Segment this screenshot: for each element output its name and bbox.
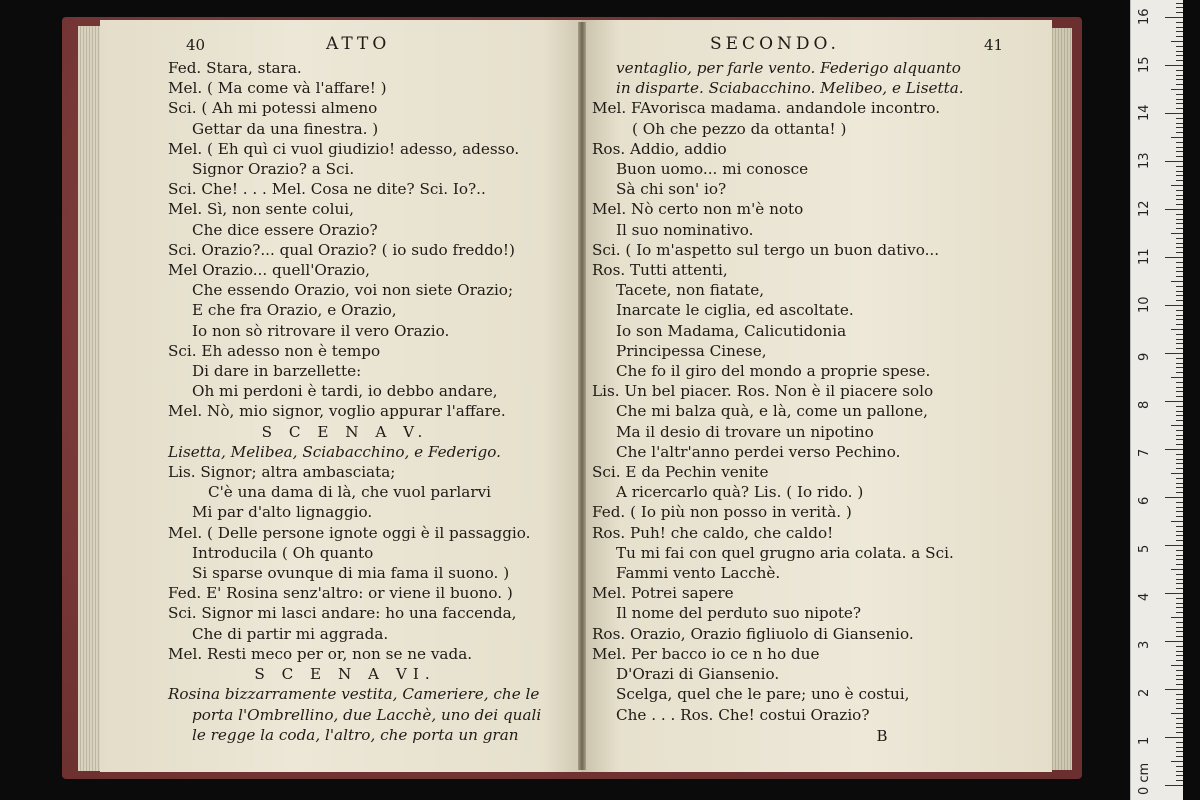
book-gutter [578, 22, 586, 770]
text-line: ( Oh che pezzo da ottanta! ) [632, 119, 847, 138]
ruler-number: 3 [1137, 640, 1152, 649]
text-line: Tu mi fai con quel grugno aria colata. a Sci. [616, 543, 954, 562]
ruler-tick [1176, 3, 1183, 4]
measuring-ruler [1130, 0, 1183, 800]
ruler-tick [1176, 262, 1183, 263]
ruler-tick [1176, 319, 1183, 320]
running-head: SECONDO. [710, 34, 840, 54]
text-line: Che mi balza quà, e là, come un pallone, [616, 402, 928, 421]
ruler-tick [1165, 449, 1183, 450]
text-line: Che dice essere Orazio? [192, 220, 378, 239]
page-number: 40 [186, 36, 206, 54]
ruler-tick [1171, 185, 1183, 186]
ruler-tick [1165, 737, 1183, 738]
text-line: E che fra Orazio, e Orazio, [192, 301, 397, 320]
text-line: Principessa Cinese, [616, 341, 767, 360]
ruler-tick [1176, 7, 1183, 8]
ruler-unit-label: 0 cm [1137, 762, 1152, 795]
ruler-number: 8 [1137, 400, 1152, 409]
ruler-tick [1176, 310, 1183, 311]
text-line: Mel. Nò certo non m'è noto [592, 200, 804, 219]
ruler-tick [1176, 46, 1183, 47]
text-line: Mel. FAvorisca madama. andandole incontro. [592, 99, 941, 118]
ruler-tick [1176, 252, 1183, 253]
ruler-tick [1176, 636, 1183, 637]
ruler-tick [1176, 631, 1183, 632]
text-line: Ma il desio di trovare un nipotino [616, 422, 874, 441]
ruler-tick [1176, 564, 1183, 565]
ruler-tick [1176, 670, 1183, 671]
ruler-tick [1176, 660, 1183, 661]
ruler-tick [1176, 286, 1183, 287]
ruler-tick [1165, 17, 1183, 18]
ruler-tick [1176, 411, 1183, 412]
text-line: Sci. E da Pechin venite [592, 463, 769, 482]
ruler-tick [1176, 579, 1183, 580]
ruler-tick [1165, 257, 1183, 258]
ruler-tick [1176, 223, 1183, 224]
ruler-tick [1176, 103, 1183, 104]
ruler-tick [1176, 358, 1183, 359]
ruler-tick [1176, 459, 1183, 460]
text-line: Fed. ( Io più non posso in verità. ) [592, 503, 852, 522]
ruler-tick [1176, 415, 1183, 416]
text-line: in disparte. Sciabacchino. Melibeo, e Lisetta. [616, 79, 964, 98]
ruler-tick [1171, 377, 1183, 378]
ruler-tick [1176, 598, 1183, 599]
ruler-tick [1176, 487, 1183, 488]
ruler-tick [1176, 315, 1183, 316]
ruler-tick [1165, 689, 1183, 690]
text-line: Che essendo Orazio, voi non siete Orazio; [192, 281, 514, 300]
ruler-tick [1176, 123, 1183, 124]
ruler-number: 2 [1137, 688, 1152, 697]
text-line: Mel. ( Eh quì ci vuol giudizio! adesso, adesso. [168, 139, 520, 158]
ruler-tick [1176, 526, 1183, 527]
text-line: Sci. ( Ah mi potessi almeno [168, 99, 378, 118]
ruler-tick [1165, 401, 1183, 402]
ruler-tick [1176, 291, 1183, 292]
ruler-tick [1176, 132, 1183, 133]
ruler-tick [1176, 727, 1183, 728]
ruler-tick [1176, 694, 1183, 695]
ruler-tick [1165, 65, 1183, 66]
ruler-tick [1176, 540, 1183, 541]
text-line: Il suo nominativo. [616, 220, 754, 239]
ruler-tick [1176, 751, 1183, 752]
left-page-text [168, 58, 582, 745]
ruler-tick [1176, 36, 1183, 37]
ruler-tick [1176, 180, 1183, 181]
text-line: Il nome del perduto suo nipote? [616, 604, 862, 623]
ruler-tick [1176, 742, 1183, 743]
ruler-tick [1176, 267, 1183, 268]
text-line: Scelga, quel che le pare; uno è costui, [616, 685, 910, 704]
text-line: Mel. ( Ma come và l'affare! ) [168, 79, 387, 98]
right-page [582, 20, 1052, 772]
ruler-tick [1176, 574, 1183, 575]
page-number: 41 [984, 36, 1004, 54]
ruler-tick [1176, 780, 1183, 781]
ruler-tick [1171, 713, 1183, 714]
ruler-tick [1176, 622, 1183, 623]
ruler-tick [1176, 243, 1183, 244]
ruler-tick [1176, 27, 1183, 28]
ruler-tick [1176, 271, 1183, 272]
ruler-tick [1176, 228, 1183, 229]
ruler-tick [1176, 723, 1183, 724]
ruler-tick [1176, 439, 1183, 440]
ruler-tick [1176, 406, 1183, 407]
ruler-tick [1176, 607, 1183, 608]
ruler-tick [1176, 142, 1183, 143]
ruler-tick [1165, 353, 1183, 354]
ruler-tick [1176, 684, 1183, 685]
ruler-tick [1176, 55, 1183, 56]
ruler-tick [1176, 300, 1183, 301]
ruler-tick [1176, 651, 1183, 652]
ruler-tick [1176, 367, 1183, 368]
ruler-tick [1176, 766, 1183, 767]
text-line: A ricercarlo quà? Lis. ( Io rido. ) [616, 483, 864, 502]
ruler-tick [1176, 295, 1183, 296]
ruler-tick [1176, 420, 1183, 421]
ruler-tick [1165, 641, 1183, 642]
text-line: Ros. Puh! che caldo, che caldo! [592, 523, 834, 542]
ruler-tick [1176, 516, 1183, 517]
ruler-tick [1176, 627, 1183, 628]
ruler-tick [1176, 219, 1183, 220]
ruler-tick [1171, 617, 1183, 618]
text-line: Inarcate le ciglia, ed ascoltate. [616, 301, 854, 320]
text-line: Sci. Signor mi lasci andare: ho una faccenda, [168, 604, 517, 623]
text-line: Sci. Orazio?... qual Orazio? ( io sudo freddo!) [168, 240, 515, 259]
ruler-number: 16 [1137, 8, 1152, 25]
ruler-tick [1176, 382, 1183, 383]
ruler-tick [1176, 166, 1183, 167]
ruler-tick [1176, 391, 1183, 392]
ruler-tick [1176, 430, 1183, 431]
text-line: Mel. Nò, mio signor, voglio appurar l'affare. [168, 402, 506, 421]
ruler-tick [1176, 127, 1183, 128]
ruler-tick [1176, 348, 1183, 349]
ruler-tick [1176, 502, 1183, 503]
ruler-tick [1171, 473, 1183, 474]
text-line: Mi par d'alto lignaggio. [192, 503, 373, 522]
ruler-tick [1176, 550, 1183, 551]
ruler-tick [1171, 89, 1183, 90]
text-line: Mel. Resti meco per or, non se ne vada. [168, 644, 473, 663]
ruler-tick [1176, 324, 1183, 325]
ruler-tick [1176, 583, 1183, 584]
ruler-tick [1176, 79, 1183, 80]
ruler-tick [1176, 703, 1183, 704]
page-edges-right [1050, 28, 1072, 770]
text-line: ventaglio, per farle vento. Federigo alquanto [616, 59, 961, 77]
ruler-tick [1176, 756, 1183, 757]
ruler-number: 15 [1137, 56, 1152, 73]
ruler-tick [1176, 478, 1183, 479]
text-line: Mel. Potrei sapere [592, 584, 734, 603]
ruler-tick [1176, 435, 1183, 436]
ruler-number: 11 [1137, 248, 1152, 265]
ruler-tick [1176, 334, 1183, 335]
ruler-tick [1176, 396, 1183, 397]
text-line: Fed. Stara, stara. [168, 59, 302, 77]
ruler-tick [1176, 22, 1183, 23]
ruler-tick [1171, 137, 1183, 138]
ruler-number: 5 [1137, 544, 1152, 553]
text-line: Tacete, non fiatate, [616, 281, 765, 300]
text-line: C'è una dama di là, che vuol parlarvi [208, 483, 492, 502]
ruler-tick [1176, 51, 1183, 52]
ruler-tick [1176, 387, 1183, 388]
ruler-tick [1176, 454, 1183, 455]
text-line: Che . . . Ros. Che! costui Orazio? [616, 705, 870, 724]
right-page-header [592, 34, 1052, 58]
ruler-tick [1176, 555, 1183, 556]
text-line: Signor Orazio? a Sci. [192, 160, 355, 179]
ruler-tick [1176, 468, 1183, 469]
ruler-tick [1176, 175, 1183, 176]
ruler-tick [1176, 771, 1183, 772]
ruler-tick [1165, 305, 1183, 306]
ruler-tick [1176, 675, 1183, 676]
ruler-tick [1165, 593, 1183, 594]
ruler-number: 1 [1137, 736, 1152, 745]
text-line: Sci. Eh adesso non è tempo [168, 341, 381, 360]
text-line: Ros. Tutti attenti, [592, 261, 728, 280]
ruler-tick [1165, 497, 1183, 498]
ruler-tick [1176, 559, 1183, 560]
text-line: Io non sò ritrovare il vero Orazio. [192, 321, 450, 340]
left-page [100, 20, 582, 772]
ruler-number: 9 [1137, 352, 1152, 361]
ruler-tick [1171, 41, 1183, 42]
ruler-tick [1165, 785, 1183, 786]
ruler-tick [1176, 238, 1183, 239]
ruler-tick [1165, 545, 1183, 546]
ruler-tick [1176, 171, 1183, 172]
ruler-tick [1176, 612, 1183, 613]
ruler-tick [1171, 665, 1183, 666]
ruler-tick [1176, 214, 1183, 215]
ruler-tick [1165, 209, 1183, 210]
text-line: Fed. E' Rosina senz'altro: or viene il buono. ) [168, 584, 513, 603]
ruler-tick [1176, 603, 1183, 604]
text-line: Rosina bizzarramente vestita, Cameriere, che le [168, 685, 540, 704]
ruler-number: 10 [1137, 296, 1152, 313]
ruler-tick [1176, 732, 1183, 733]
running-head: ATTO [326, 34, 391, 54]
ruler-tick [1176, 444, 1183, 445]
ruler-tick [1176, 70, 1183, 71]
ruler-tick [1165, 161, 1183, 162]
text-line: porta l'Ombrellino, due Lacchè, uno dei quali [192, 705, 542, 724]
ruler-tick [1176, 99, 1183, 100]
ruler-tick [1176, 60, 1183, 61]
text-line: D'Orazi di Giansenio. [616, 665, 780, 684]
ruler-tick [1171, 761, 1183, 762]
text-line: Mel. ( Delle persone ignote oggi è il passaggio. [168, 523, 531, 542]
ruler-number: 7 [1137, 448, 1152, 457]
right-page-text [592, 58, 1052, 725]
ruler-tick [1176, 190, 1183, 191]
ruler-tick [1176, 199, 1183, 200]
text-line: Sci. Che! . . . Mel. Cosa ne dite? Sci. Io?.. [168, 180, 486, 199]
ruler-tick [1176, 343, 1183, 344]
text-line: S C E N A V. [261, 422, 429, 441]
text-line: Mel Orazio... quell'Orazio, [168, 261, 371, 280]
ruler-tick [1171, 425, 1183, 426]
ruler-tick [1176, 535, 1183, 536]
text-line: Introducila ( Oh quanto [192, 543, 374, 562]
text-line: Sci. ( Io m'aspetto sul tergo un buon dativo... [592, 240, 940, 259]
ruler-tick [1176, 75, 1183, 76]
ruler-tick [1176, 151, 1183, 152]
ruler-tick [1176, 247, 1183, 248]
ruler-tick [1171, 281, 1183, 282]
ruler-tick [1176, 204, 1183, 205]
ruler-tick [1176, 708, 1183, 709]
ruler-tick [1176, 747, 1183, 748]
ruler-tick [1176, 679, 1183, 680]
ruler-tick [1176, 655, 1183, 656]
ruler-tick [1176, 94, 1183, 95]
text-line: Lisetta, Melibea, Sciabacchino, e Federigo. [168, 442, 501, 461]
ruler-number: 12 [1137, 200, 1152, 217]
text-line: Oh mi perdoni è tardi, io debbo andare, [192, 382, 498, 401]
ruler-tick [1176, 108, 1183, 109]
ruler-tick [1171, 521, 1183, 522]
ruler-number: 4 [1137, 592, 1152, 601]
ruler-tick [1171, 329, 1183, 330]
ruler-tick [1176, 363, 1183, 364]
ruler-tick [1176, 463, 1183, 464]
ruler-number: 6 [1137, 496, 1152, 505]
text-line: Ros. Orazio, Orazio figliuolo di Giansenio. [592, 624, 914, 643]
ruler-tick [1176, 483, 1183, 484]
text-line: Buon uomo... mi conosce [616, 160, 809, 179]
ruler-tick [1176, 531, 1183, 532]
ruler-number: 14 [1137, 104, 1152, 121]
text-line: Lis. Un bel piacer. Ros. Non è il piacere solo [592, 382, 934, 401]
signature-mark: B [876, 726, 888, 745]
text-line: Che di partir mi aggrada. [192, 624, 389, 643]
ruler-tick [1176, 372, 1183, 373]
text-line: Gettar da una finestra. ) [192, 119, 379, 138]
ruler-tick [1176, 699, 1183, 700]
text-line: Mel. Sì, non sente colui, [168, 200, 354, 219]
text-line: Ros. Addio, addio [592, 139, 727, 158]
ruler-tick [1165, 113, 1183, 114]
text-line: Che fo il giro del mondo a proprie spese. [616, 362, 931, 381]
ruler-tick [1176, 118, 1183, 119]
ruler-tick [1171, 569, 1183, 570]
text-line: Che l'altr'anno perdei verso Pechino. [616, 442, 901, 461]
ruler-tick [1176, 339, 1183, 340]
ruler-tick [1176, 12, 1183, 13]
text-line: Lis. Signor; altra ambasciata; [168, 463, 396, 482]
text-line: Si sparse ovunque di mia fama il suono. ) [192, 564, 510, 583]
left-page-header [168, 34, 582, 58]
ruler-tick [1176, 195, 1183, 196]
ruler-tick [1176, 718, 1183, 719]
text-line: S C E N A VI. [254, 665, 436, 684]
text-line: Fammi vento Lacchè. [616, 564, 781, 583]
ruler-tick [1176, 511, 1183, 512]
ruler-tick [1176, 84, 1183, 85]
text-line: le regge la coda, l'altro, che porta un gran [192, 725, 519, 744]
ruler-tick [1176, 156, 1183, 157]
text-line: Sà chi son' io? [616, 180, 727, 199]
text-line: Di dare in barzellette: [192, 362, 362, 381]
text-line: Io son Madama, Calicutidonia [616, 321, 847, 340]
ruler-tick [1176, 276, 1183, 277]
ruler-tick [1176, 775, 1183, 776]
text-line: Mel. Per bacco io ce n ho due [592, 644, 820, 663]
ruler-tick [1176, 588, 1183, 589]
ruler-tick [1176, 646, 1183, 647]
ruler-number: 13 [1137, 152, 1152, 169]
ruler-tick [1176, 31, 1183, 32]
ruler-tick [1176, 492, 1183, 493]
ruler-tick [1171, 233, 1183, 234]
ruler-tick [1176, 147, 1183, 148]
ruler-tick [1176, 507, 1183, 508]
